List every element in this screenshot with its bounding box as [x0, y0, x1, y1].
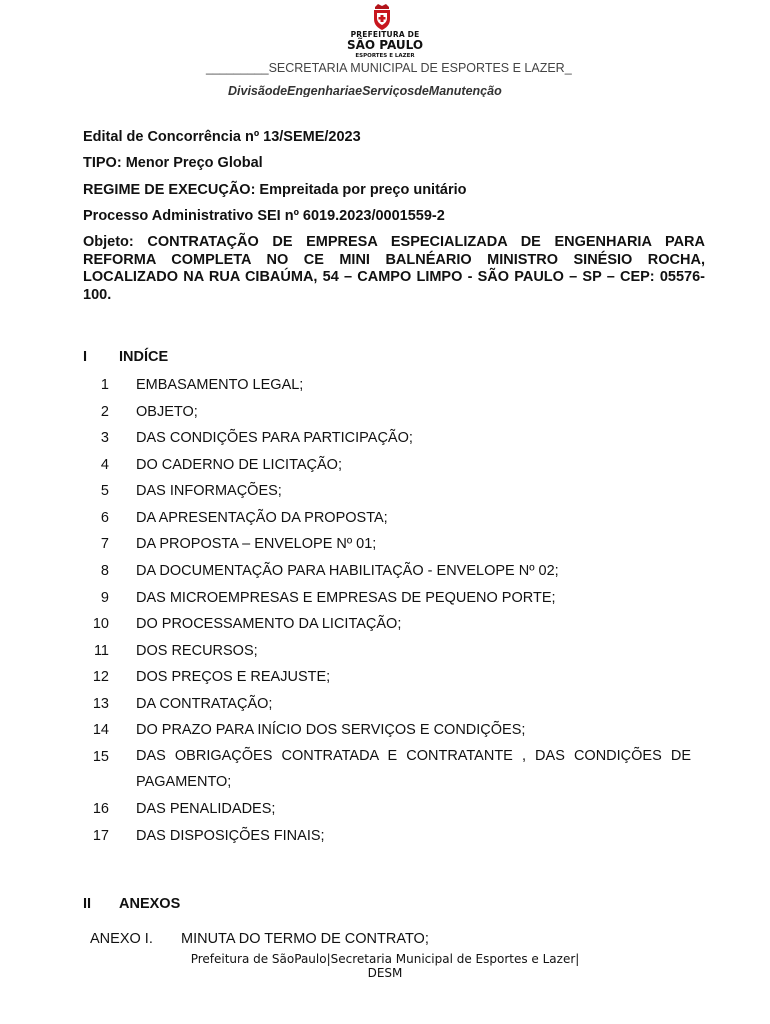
edital-line: Edital de Concorrência nº 13/SEME/2023 [83, 129, 361, 145]
index-item-number: 12 [92, 669, 109, 685]
division-header: DivisãodeEngenhariaeServiçosdeManutenção [228, 84, 502, 97]
index-item-text: DAS CONDIÇÕES PARA PARTICIPAÇÃO; [136, 430, 413, 446]
index-item-text: DO CADERNO DE LICITAÇÃO; [136, 457, 342, 473]
annex-section-title: ANEXOS [119, 896, 181, 912]
index-item-text: DA PROPOSTA – ENVELOPE Nº 01; [136, 536, 377, 552]
annex-item-label: ANEXO I. [90, 931, 153, 947]
logo-text-prefeitura: PREFEITURA DE [350, 30, 420, 39]
index-section-title: INDÍCE [119, 349, 169, 365]
annex-item-text: MINUTA DO TERMO DE CONTRATO; [181, 931, 429, 947]
logo-text-esportes: ESPORTES E LAZER [355, 53, 415, 59]
logo-text-sao-paulo: SÃO PAULO [346, 38, 424, 52]
index-item-text: DA APRESENTAÇÃO DA PROPOSTA; [136, 510, 388, 526]
index-item-number: 8 [100, 563, 109, 579]
index-item-number: 3 [100, 430, 109, 446]
footer-line-1: Prefeitura de SãoPaulo|Secretaria Municipal de Esportes e Lazer| [190, 952, 580, 966]
footer-line-2: DESM [367, 966, 403, 980]
index-item-number: 11 [93, 643, 109, 659]
index-item-number: 6 [100, 510, 109, 526]
index-item-text: DOS PREÇOS E REAJUSTE; [136, 669, 331, 685]
index-item-number: 14 [92, 722, 109, 738]
index-item-number: 15 [92, 749, 109, 765]
processo-line: Processo Administrativo SEI nº 6019.2023/0001559-2 [83, 208, 445, 224]
index-item-text: DAS OBRIGAÇÕES CONTRATADA E CONTRATANTE , DAS CONDIÇÕES DE PAGAMENTO; [136, 748, 691, 790]
index-item-number: 5 [100, 483, 109, 499]
index-item-number: 4 [100, 457, 109, 473]
tipo-line: TIPO: Menor Preço Global [83, 155, 263, 171]
index-item-text: DAS MICROEMPRESAS E EMPRESAS DE PEQUENO PORTE; [136, 590, 556, 606]
index-item-text: DOS RECURSOS; [136, 643, 258, 659]
index-item-text: DAS PENALIDADES; [136, 801, 276, 817]
index-item-number: 16 [92, 801, 109, 817]
index-item-number: 7 [100, 536, 109, 552]
index-item-number: 2 [100, 404, 109, 420]
index-item-text: DO PROCESSAMENTO DA LICITAÇÃO; [136, 616, 402, 632]
index-item-text: DAS DISPOSIÇÕES FINAIS; [136, 828, 325, 844]
index-item-text: EMBASAMENTO LEGAL; [136, 377, 304, 393]
index-item-text: DA CONTRATAÇÃO; [136, 696, 273, 712]
department-header: _________SECRETARIA MUNICIPAL DE ESPORTES E LAZER_ [206, 61, 572, 75]
index-item-text: DAS INFORMAÇÕES; [136, 483, 282, 499]
objeto-paragraph [83, 234, 705, 304]
division-header-clip [0, 82, 770, 97]
index-item-number: 17 [92, 828, 109, 844]
index-item-number: 1 [100, 377, 109, 393]
index-item-text: OBJETO; [136, 404, 198, 420]
objeto-text: : CONTRATAÇÃO DE EMPRESA ESPECIALIZADA DE ENGENHARIA PARA REFORMA COMPLETA NO CE MINI BALNÉARIO MINISTRO SINÉSIO ROCHA, LOCALIZADO NA RUA CIBAÚMA, 54 – CAMPO LIMPO - SÃO PAULO – SP – CEP: 05576-100. [83, 234, 705, 303]
objeto-label: Objeto [83, 234, 129, 250]
page-footer [0, 952, 770, 980]
regime-line: REGIME DE EXECUÇÃO: Empreitada por preço unitário [83, 182, 467, 198]
index-section-numeral: I [83, 349, 88, 365]
annex-section-numeral: II [83, 896, 92, 912]
coat-of-arms-logo [371, 4, 393, 30]
index-item-number: 13 [92, 696, 109, 712]
index-item-text: DO PRAZO PARA INÍCIO DOS SERVIÇOS E CONDIÇÕES; [136, 722, 526, 738]
index-item-number: 9 [100, 590, 109, 606]
index-item-number: 10 [92, 616, 109, 632]
index-item-text: DA DOCUMENTAÇÃO PARA HABILITAÇÃO - ENVELOPE Nº 02; [136, 563, 559, 579]
